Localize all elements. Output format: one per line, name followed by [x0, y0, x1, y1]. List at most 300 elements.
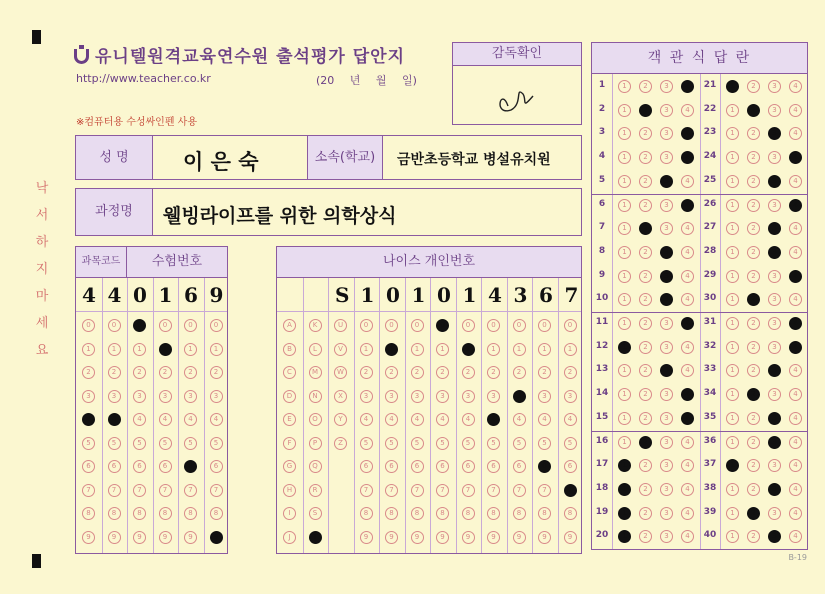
answer-bubble[interactable]: 3 [660, 412, 673, 425]
omr-bubble[interactable]: Q [309, 460, 322, 473]
answer-bubble[interactable]: 1 [726, 317, 739, 330]
answer-bubble[interactable]: 2 [639, 270, 652, 283]
answer-bubble[interactable]: 2 [747, 507, 760, 520]
omr-bubble[interactable]: Z [334, 437, 347, 450]
omr-bubble[interactable]: M [309, 366, 322, 379]
omr-bubble[interactable]: 2 [360, 366, 373, 379]
omr-bubble[interactable]: 3 [487, 390, 500, 403]
omr-bubble[interactable]: 0 [564, 319, 577, 332]
omr-bubble[interactable]: 7 [108, 484, 121, 497]
answer-bubble[interactable]: 1 [726, 388, 739, 401]
answer-bubble[interactable]: 3 [768, 104, 781, 117]
omr-bubble[interactable]: 5 [462, 437, 475, 450]
answer-bubble[interactable]: 1 [618, 151, 631, 164]
omr-bubble[interactable]: 1 [108, 343, 121, 356]
answer-bubble[interactable]: 4 [681, 151, 694, 164]
omr-bubble[interactable]: 8 [82, 507, 95, 520]
omr-bubble[interactable]: 1 [538, 343, 551, 356]
answer-bubble[interactable]: 4 [789, 388, 802, 401]
answer-bubble[interactable]: 3 [768, 341, 781, 354]
answer-bubble[interactable]: 4 [681, 293, 694, 306]
omr-bubble[interactable]: 4 [436, 413, 449, 426]
omr-bubble[interactable]: 8 [462, 507, 475, 520]
omr-bubble[interactable]: J [283, 531, 296, 544]
omr-bubble[interactable]: 4 [462, 413, 475, 426]
answer-bubble[interactable]: 4 [681, 388, 694, 401]
omr-bubble[interactable]: 8 [159, 507, 172, 520]
answer-bubble[interactable]: 1 [726, 507, 739, 520]
omr-bubble[interactable]: T [309, 531, 322, 544]
omr-bubble[interactable]: 0 [436, 319, 449, 332]
omr-bubble[interactable]: 7 [411, 484, 424, 497]
omr-bubble[interactable]: 5 [108, 437, 121, 450]
answer-bubble[interactable]: 1 [618, 127, 631, 140]
omr-bubble[interactable]: 8 [538, 507, 551, 520]
omr-bubble[interactable]: 7 [436, 484, 449, 497]
answer-bubble[interactable]: 2 [639, 364, 652, 377]
answer-bubble[interactable]: 2 [747, 364, 760, 377]
answer-bubble[interactable]: 3 [660, 364, 673, 377]
omr-bubble[interactable]: 1 [360, 343, 373, 356]
school-field[interactable]: 금반초등학교 병설유치원 [382, 135, 582, 180]
omr-bubble[interactable]: 3 [385, 390, 398, 403]
omr-bubble[interactable]: 7 [462, 484, 475, 497]
answer-bubble[interactable]: 2 [639, 436, 652, 449]
answer-bubble[interactable]: 2 [747, 222, 760, 235]
omr-bubble[interactable]: 3 [513, 390, 526, 403]
omr-bubble[interactable]: 8 [210, 507, 223, 520]
omr-bubble[interactable]: 5 [538, 437, 551, 450]
omr-bubble[interactable]: N [309, 390, 322, 403]
omr-bubble[interactable]: 6 [411, 460, 424, 473]
omr-bubble[interactable]: 4 [360, 413, 373, 426]
omr-bubble[interactable]: 1 [133, 343, 146, 356]
answer-bubble[interactable]: 3 [660, 127, 673, 140]
omr-bubble[interactable]: 0 [159, 319, 172, 332]
answer-bubble[interactable]: 1 [618, 222, 631, 235]
omr-bubble[interactable]: 4 [564, 413, 577, 426]
answer-bubble[interactable]: 3 [660, 530, 673, 543]
answer-bubble[interactable]: 3 [660, 388, 673, 401]
omr-bubble[interactable]: 7 [184, 484, 197, 497]
answer-bubble[interactable]: 3 [768, 222, 781, 235]
answer-bubble[interactable]: 3 [660, 483, 673, 496]
answer-bubble[interactable]: 2 [639, 483, 652, 496]
answer-bubble[interactable]: 2 [639, 388, 652, 401]
omr-bubble[interactable]: D [283, 390, 296, 403]
omr-bubble[interactable]: 9 [360, 531, 373, 544]
omr-bubble[interactable]: 2 [133, 366, 146, 379]
answer-bubble[interactable]: 3 [660, 507, 673, 520]
omr-bubble[interactable]: 6 [462, 460, 475, 473]
answer-bubble[interactable]: 1 [618, 175, 631, 188]
answer-bubble[interactable]: 2 [639, 222, 652, 235]
answer-bubble[interactable]: 4 [789, 341, 802, 354]
answer-bubble[interactable]: 2 [747, 270, 760, 283]
omr-bubble[interactable]: 9 [184, 531, 197, 544]
answer-bubble[interactable]: 1 [726, 246, 739, 259]
omr-bubble[interactable]: 7 [159, 484, 172, 497]
omr-bubble[interactable]: H [283, 484, 296, 497]
omr-bubble[interactable]: 2 [462, 366, 475, 379]
omr-bubble[interactable]: 0 [411, 319, 424, 332]
answer-bubble[interactable]: 3 [768, 317, 781, 330]
answer-bubble[interactable]: 2 [747, 80, 760, 93]
answer-bubble[interactable]: 1 [726, 459, 739, 472]
answer-bubble[interactable]: 2 [747, 388, 760, 401]
answer-bubble[interactable]: 3 [768, 151, 781, 164]
answer-bubble[interactable]: 1 [726, 293, 739, 306]
omr-bubble[interactable]: 3 [564, 390, 577, 403]
omr-bubble[interactable]: 6 [159, 460, 172, 473]
omr-bubble[interactable]: 5 [411, 437, 424, 450]
answer-bubble[interactable]: 2 [639, 246, 652, 259]
answer-bubble[interactable]: 4 [681, 175, 694, 188]
omr-bubble[interactable]: 2 [513, 366, 526, 379]
omr-bubble[interactable]: 4 [159, 413, 172, 426]
omr-bubble[interactable]: X [334, 390, 347, 403]
answer-bubble[interactable]: 3 [768, 436, 781, 449]
omr-bubble[interactable]: 3 [108, 390, 121, 403]
answer-bubble[interactable]: 4 [789, 151, 802, 164]
answer-bubble[interactable]: 4 [789, 483, 802, 496]
omr-bubble[interactable]: 6 [564, 460, 577, 473]
answer-bubble[interactable]: 1 [726, 127, 739, 140]
omr-bubble[interactable]: 7 [360, 484, 373, 497]
omr-bubble[interactable]: 4 [82, 413, 95, 426]
answer-bubble[interactable]: 3 [768, 530, 781, 543]
answer-bubble[interactable]: 3 [660, 436, 673, 449]
answer-bubble[interactable]: 4 [681, 246, 694, 259]
answer-bubble[interactable]: 1 [618, 270, 631, 283]
answer-bubble[interactable]: 3 [660, 341, 673, 354]
answer-bubble[interactable]: 3 [660, 104, 673, 117]
omr-bubble[interactable]: 4 [133, 413, 146, 426]
answer-bubble[interactable]: 1 [726, 412, 739, 425]
answer-bubble[interactable]: 4 [789, 104, 802, 117]
answer-bubble[interactable]: 3 [660, 246, 673, 259]
omr-bubble[interactable]: 5 [360, 437, 373, 450]
omr-bubble[interactable]: 8 [360, 507, 373, 520]
omr-bubble[interactable]: 8 [564, 507, 577, 520]
answer-bubble[interactable]: 2 [639, 317, 652, 330]
answer-bubble[interactable]: 1 [618, 459, 631, 472]
answer-bubble[interactable]: 3 [768, 483, 781, 496]
omr-bubble[interactable]: 3 [360, 390, 373, 403]
omr-bubble[interactable]: 9 [513, 531, 526, 544]
answer-bubble[interactable]: 2 [747, 530, 760, 543]
answer-bubble[interactable]: 3 [768, 293, 781, 306]
answer-bubble[interactable]: 4 [681, 530, 694, 543]
omr-bubble[interactable]: 0 [184, 319, 197, 332]
answer-bubble[interactable]: 4 [681, 341, 694, 354]
answer-bubble[interactable]: 4 [681, 104, 694, 117]
answer-bubble[interactable]: 1 [726, 199, 739, 212]
omr-bubble[interactable]: 6 [538, 460, 551, 473]
omr-bubble[interactable]: I [283, 507, 296, 520]
answer-bubble[interactable]: 4 [789, 222, 802, 235]
answer-bubble[interactable]: 4 [681, 412, 694, 425]
omr-bubble[interactable]: 7 [513, 484, 526, 497]
omr-bubble[interactable]: 4 [210, 413, 223, 426]
omr-bubble[interactable]: 9 [436, 531, 449, 544]
omr-bubble[interactable]: 7 [538, 484, 551, 497]
omr-bubble[interactable]: 9 [462, 531, 475, 544]
omr-bubble[interactable]: 5 [133, 437, 146, 450]
omr-bubble[interactable]: 1 [513, 343, 526, 356]
omr-bubble[interactable]: 5 [210, 437, 223, 450]
answer-bubble[interactable]: 3 [660, 175, 673, 188]
omr-bubble[interactable]: 7 [564, 484, 577, 497]
omr-bubble[interactable]: 2 [184, 366, 197, 379]
omr-bubble[interactable]: 8 [184, 507, 197, 520]
answer-bubble[interactable]: 3 [768, 270, 781, 283]
answer-bubble[interactable]: 4 [789, 293, 802, 306]
course-field[interactable]: 웰빙라이프를 위한 의학상식 [152, 188, 582, 236]
answer-bubble[interactable]: 4 [789, 507, 802, 520]
omr-bubble[interactable]: 6 [184, 460, 197, 473]
answer-bubble[interactable]: 4 [789, 199, 802, 212]
omr-bubble[interactable]: 0 [462, 319, 475, 332]
answer-bubble[interactable]: 4 [681, 507, 694, 520]
omr-bubble[interactable]: Y [334, 413, 347, 426]
answer-bubble[interactable]: 2 [747, 483, 760, 496]
omr-bubble[interactable]: 2 [436, 366, 449, 379]
omr-bubble[interactable]: 0 [82, 319, 95, 332]
omr-bubble[interactable]: 8 [411, 507, 424, 520]
answer-bubble[interactable]: 2 [639, 507, 652, 520]
answer-bubble[interactable]: 2 [639, 104, 652, 117]
omr-bubble[interactable]: 0 [513, 319, 526, 332]
answer-bubble[interactable]: 1 [726, 364, 739, 377]
answer-bubble[interactable]: 2 [747, 412, 760, 425]
answer-bubble[interactable]: 4 [789, 127, 802, 140]
omr-bubble[interactable]: O [309, 413, 322, 426]
name-field[interactable]: 이 은 숙 [152, 135, 308, 180]
omr-bubble[interactable]: 6 [210, 460, 223, 473]
omr-bubble[interactable]: 9 [159, 531, 172, 544]
answer-bubble[interactable]: 1 [618, 412, 631, 425]
answer-bubble[interactable]: 4 [681, 199, 694, 212]
omr-bubble[interactable]: 7 [82, 484, 95, 497]
answers-grid[interactable] [591, 73, 808, 550]
answer-bubble[interactable]: 1 [726, 175, 739, 188]
omr-bubble[interactable]: 3 [462, 390, 475, 403]
omr-bubble[interactable]: 3 [210, 390, 223, 403]
exam-number-grid[interactable] [75, 277, 228, 554]
nice-number-grid[interactable] [276, 277, 582, 554]
omr-bubble[interactable]: 0 [385, 319, 398, 332]
omr-bubble[interactable]: 0 [108, 319, 121, 332]
answer-bubble[interactable]: 1 [618, 483, 631, 496]
answer-bubble[interactable]: 4 [789, 459, 802, 472]
omr-bubble[interactable]: V [334, 343, 347, 356]
answer-bubble[interactable]: 3 [660, 459, 673, 472]
answer-bubble[interactable]: 2 [747, 127, 760, 140]
omr-bubble[interactable]: 6 [513, 460, 526, 473]
answer-bubble[interactable]: 3 [768, 199, 781, 212]
answer-bubble[interactable]: 2 [639, 127, 652, 140]
omr-bubble[interactable]: 5 [82, 437, 95, 450]
omr-bubble[interactable]: 2 [108, 366, 121, 379]
answer-bubble[interactable]: 1 [618, 507, 631, 520]
omr-bubble[interactable]: 7 [487, 484, 500, 497]
omr-bubble[interactable]: 3 [82, 390, 95, 403]
answer-bubble[interactable]: 1 [618, 317, 631, 330]
omr-bubble[interactable]: 5 [385, 437, 398, 450]
answer-bubble[interactable]: 4 [681, 270, 694, 283]
omr-bubble[interactable]: 6 [385, 460, 398, 473]
omr-bubble[interactable]: 9 [411, 531, 424, 544]
omr-bubble[interactable]: 9 [82, 531, 95, 544]
omr-bubble[interactable]: 4 [513, 413, 526, 426]
omr-bubble[interactable]: 6 [108, 460, 121, 473]
omr-bubble[interactable]: 6 [82, 460, 95, 473]
answer-bubble[interactable]: 4 [681, 127, 694, 140]
omr-bubble[interactable]: 3 [538, 390, 551, 403]
answer-bubble[interactable]: 2 [747, 104, 760, 117]
omr-bubble[interactable]: 0 [487, 319, 500, 332]
answer-bubble[interactable]: 3 [660, 270, 673, 283]
answer-bubble[interactable]: 4 [789, 364, 802, 377]
answer-bubble[interactable]: 3 [768, 364, 781, 377]
omr-bubble[interactable]: 9 [487, 531, 500, 544]
omr-bubble[interactable]: 0 [360, 319, 373, 332]
answer-bubble[interactable]: 3 [768, 246, 781, 259]
omr-bubble[interactable]: 1 [385, 343, 398, 356]
answer-bubble[interactable]: 2 [747, 151, 760, 164]
answer-bubble[interactable]: 1 [726, 270, 739, 283]
answer-bubble[interactable]: 4 [681, 317, 694, 330]
answer-bubble[interactable]: 4 [789, 317, 802, 330]
omr-bubble[interactable]: 2 [385, 366, 398, 379]
omr-bubble[interactable]: 8 [108, 507, 121, 520]
answer-bubble[interactable]: 2 [639, 412, 652, 425]
omr-bubble[interactable]: 0 [210, 319, 223, 332]
answer-bubble[interactable]: 1 [726, 104, 739, 117]
answer-bubble[interactable]: 2 [639, 80, 652, 93]
answer-bubble[interactable]: 2 [747, 459, 760, 472]
omr-bubble[interactable]: W [334, 366, 347, 379]
omr-bubble[interactable]: C [283, 366, 296, 379]
omr-bubble[interactable]: K [309, 319, 322, 332]
answer-bubble[interactable]: 3 [768, 80, 781, 93]
answer-bubble[interactable]: 1 [618, 80, 631, 93]
answer-bubble[interactable]: 3 [660, 151, 673, 164]
answer-bubble[interactable]: 3 [768, 507, 781, 520]
omr-bubble[interactable]: 1 [411, 343, 424, 356]
answer-bubble[interactable]: 4 [681, 222, 694, 235]
omr-bubble[interactable]: 6 [436, 460, 449, 473]
omr-bubble[interactable]: E [283, 413, 296, 426]
answer-bubble[interactable]: 3 [660, 293, 673, 306]
answer-bubble[interactable]: 4 [789, 80, 802, 93]
omr-bubble[interactable]: 2 [564, 366, 577, 379]
omr-bubble[interactable]: 8 [436, 507, 449, 520]
omr-bubble[interactable]: 7 [133, 484, 146, 497]
omr-bubble[interactable]: 2 [487, 366, 500, 379]
omr-bubble[interactable]: 9 [210, 531, 223, 544]
answer-bubble[interactable]: 1 [726, 530, 739, 543]
answer-bubble[interactable]: 4 [681, 459, 694, 472]
omr-bubble[interactable]: 5 [184, 437, 197, 450]
omr-bubble[interactable]: 8 [513, 507, 526, 520]
answer-bubble[interactable]: 4 [789, 412, 802, 425]
answer-bubble[interactable]: 1 [618, 246, 631, 259]
omr-bubble[interactable]: 1 [159, 343, 172, 356]
omr-bubble[interactable]: 0 [538, 319, 551, 332]
answer-bubble[interactable]: 1 [726, 436, 739, 449]
omr-bubble[interactable]: 5 [487, 437, 500, 450]
omr-bubble[interactable]: 4 [108, 413, 121, 426]
omr-bubble[interactable]: 6 [487, 460, 500, 473]
answer-bubble[interactable]: 2 [747, 436, 760, 449]
answer-bubble[interactable]: 3 [660, 222, 673, 235]
omr-bubble[interactable]: 3 [133, 390, 146, 403]
omr-bubble[interactable]: L [309, 343, 322, 356]
omr-bubble[interactable]: 5 [513, 437, 526, 450]
answer-bubble[interactable]: 2 [747, 341, 760, 354]
omr-bubble[interactable]: 4 [184, 413, 197, 426]
answer-bubble[interactable]: 4 [681, 436, 694, 449]
answer-bubble[interactable]: 4 [681, 364, 694, 377]
omr-bubble[interactable]: 2 [159, 366, 172, 379]
omr-bubble[interactable]: 1 [487, 343, 500, 356]
answer-bubble[interactable]: 1 [726, 80, 739, 93]
answer-bubble[interactable]: 3 [768, 175, 781, 188]
answer-bubble[interactable]: 2 [747, 293, 760, 306]
answer-bubble[interactable]: 1 [618, 436, 631, 449]
answer-bubble[interactable]: 2 [639, 199, 652, 212]
omr-bubble[interactable]: 8 [385, 507, 398, 520]
omr-bubble[interactable]: 6 [360, 460, 373, 473]
omr-bubble[interactable]: 4 [538, 413, 551, 426]
omr-bubble[interactable]: 5 [159, 437, 172, 450]
omr-bubble[interactable]: 3 [159, 390, 172, 403]
omr-bubble[interactable]: 8 [133, 507, 146, 520]
answer-bubble[interactable]: 1 [726, 341, 739, 354]
answer-bubble[interactable]: 1 [618, 364, 631, 377]
answer-bubble[interactable]: 2 [639, 530, 652, 543]
answer-bubble[interactable]: 3 [768, 459, 781, 472]
omr-bubble[interactable]: 1 [210, 343, 223, 356]
omr-bubble[interactable]: 7 [385, 484, 398, 497]
answer-bubble[interactable]: 4 [681, 483, 694, 496]
omr-bubble[interactable]: 9 [538, 531, 551, 544]
answer-bubble[interactable]: 1 [618, 388, 631, 401]
answer-bubble[interactable]: 1 [726, 222, 739, 235]
omr-bubble[interactable]: 8 [487, 507, 500, 520]
answer-bubble[interactable]: 3 [660, 199, 673, 212]
answer-bubble[interactable]: 2 [747, 246, 760, 259]
answer-bubble[interactable]: 2 [747, 317, 760, 330]
omr-bubble[interactable]: 4 [487, 413, 500, 426]
omr-bubble[interactable]: 5 [436, 437, 449, 450]
answer-bubble[interactable]: 2 [639, 175, 652, 188]
answer-bubble[interactable]: 1 [618, 341, 631, 354]
omr-bubble[interactable]: 1 [184, 343, 197, 356]
answer-bubble[interactable]: 2 [639, 459, 652, 472]
omr-bubble[interactable]: P [309, 437, 322, 450]
omr-bubble[interactable]: 2 [538, 366, 551, 379]
answer-bubble[interactable]: 3 [660, 80, 673, 93]
omr-bubble[interactable]: F [283, 437, 296, 450]
omr-bubble[interactable]: 0 [133, 319, 146, 332]
omr-bubble[interactable]: 9 [385, 531, 398, 544]
answer-bubble[interactable]: 1 [726, 483, 739, 496]
answer-bubble[interactable]: 1 [726, 151, 739, 164]
omr-bubble[interactable]: G [283, 460, 296, 473]
